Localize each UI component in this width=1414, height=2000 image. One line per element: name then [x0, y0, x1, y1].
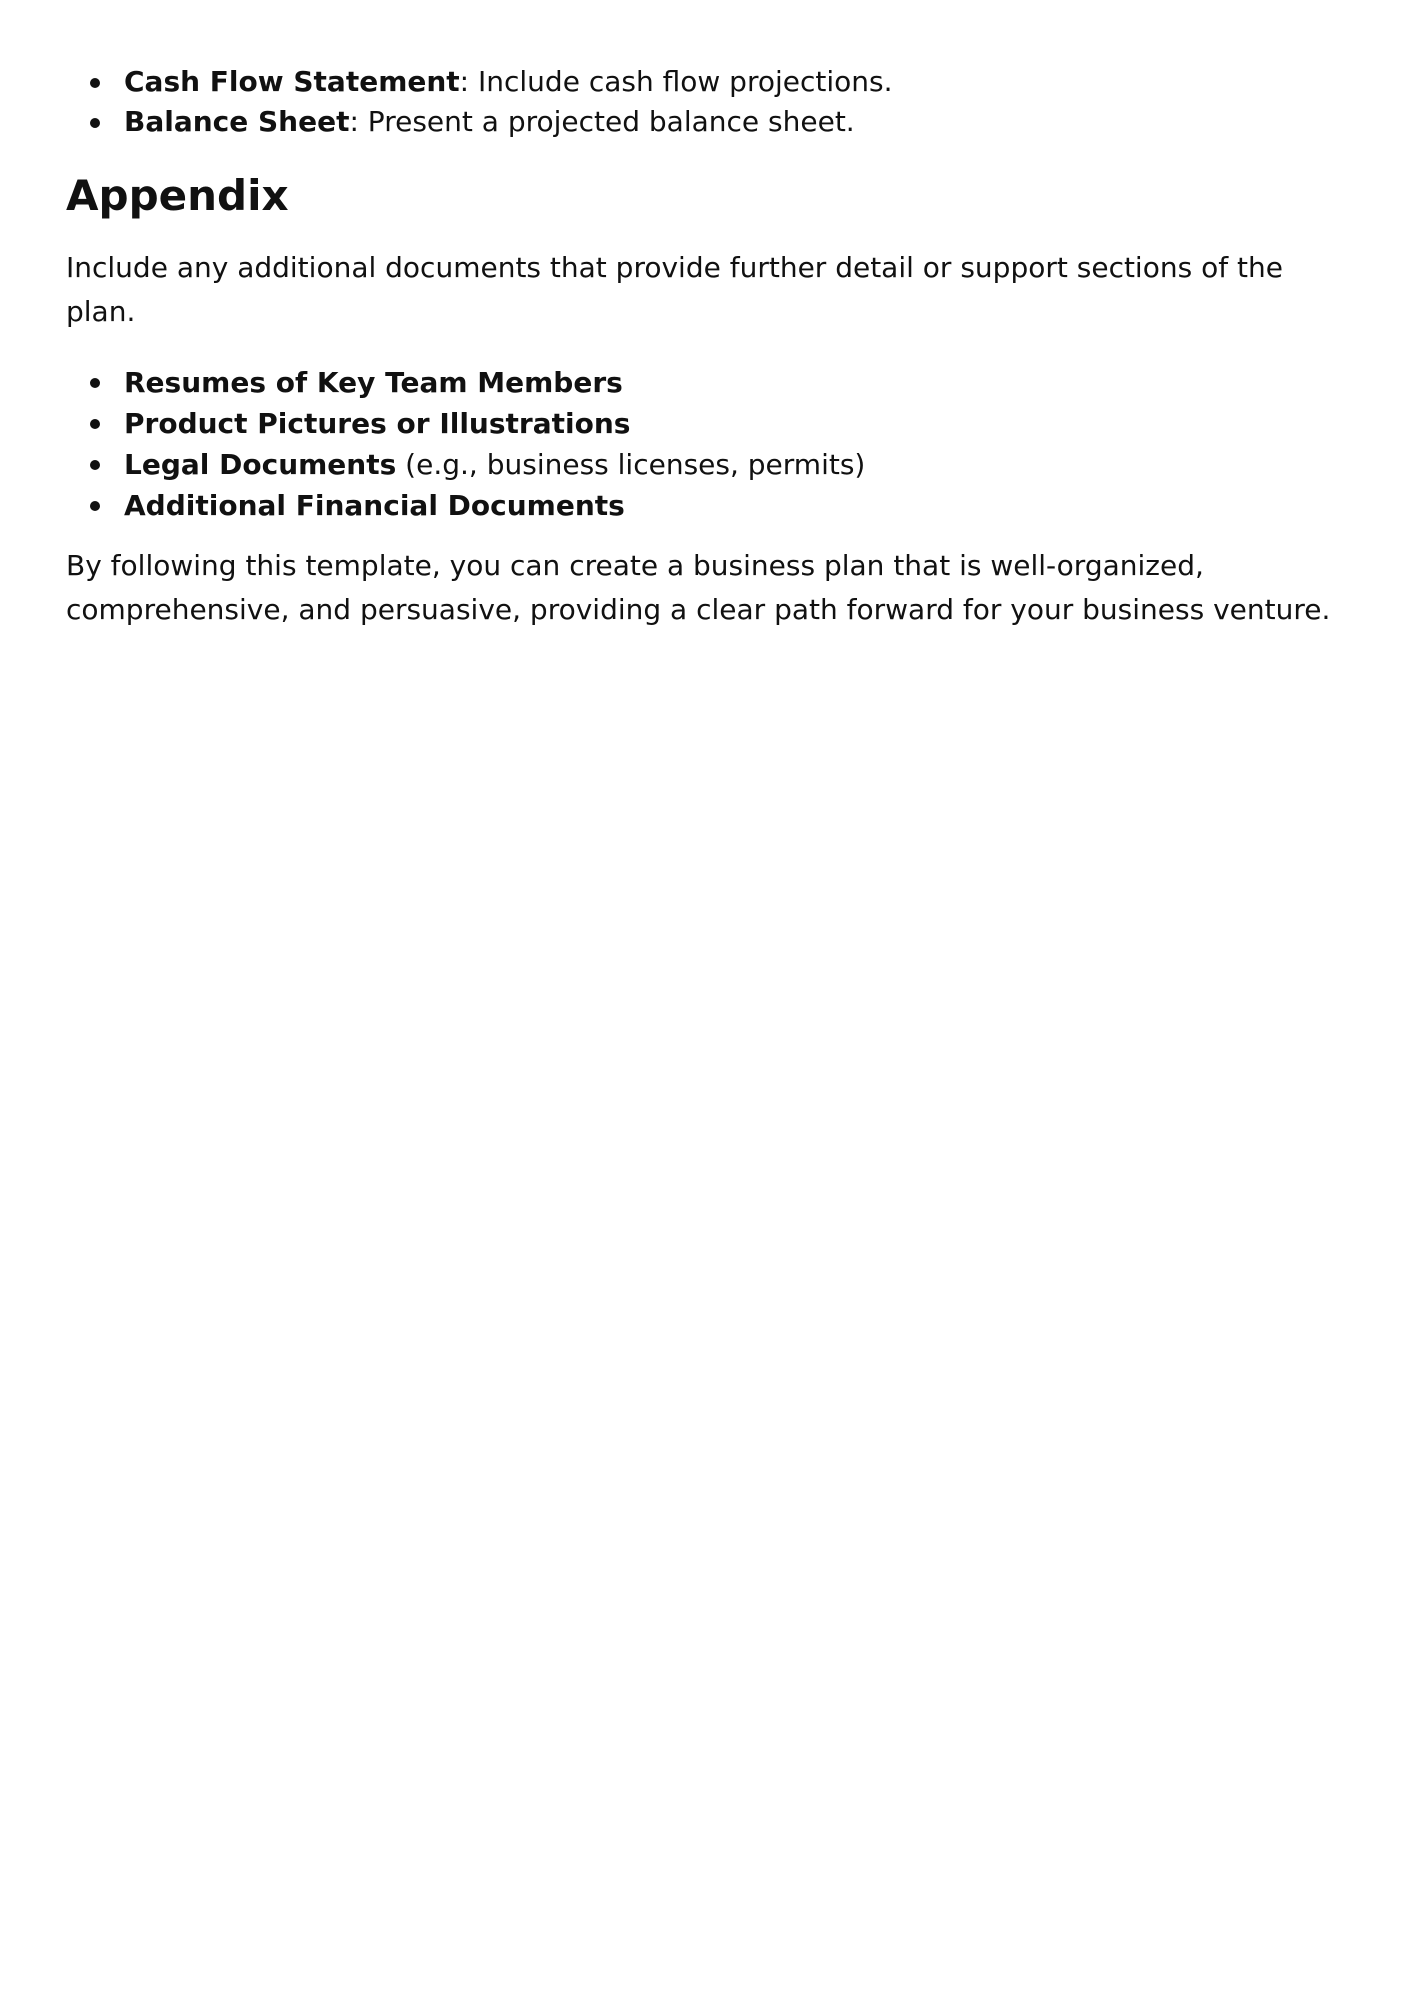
list-item-text: : Present a projected balance sheet. [349, 105, 855, 138]
financial-statements-list [66, 62, 1356, 142]
appendix-heading: Appendix [66, 171, 289, 220]
closing-paragraph: By following this template, you can create a business plan that is well-organized, comprehensive, and persuasive, providing a clear path forward for your business venture. [66, 549, 1331, 626]
list-item [66, 102, 1356, 142]
list-item [66, 362, 1356, 403]
document-page [66, 62, 1356, 632]
list-item-text: (e.g., business licenses, permits) [396, 448, 866, 481]
list-item-label: Product Pictures or Illustrations [124, 407, 631, 440]
list-item [66, 444, 1356, 485]
bullet-icon [90, 460, 100, 470]
list-item-label: Resumes of Key Team Members [124, 366, 623, 399]
appendix-intro: Include any additional documents that provide further detail or support sections of the plan. [66, 251, 1283, 328]
list-item [66, 403, 1356, 444]
list-item-label: Balance Sheet [124, 105, 350, 138]
appendix-list [66, 362, 1356, 526]
list-item-label: Additional Financial Documents [124, 489, 625, 522]
list-item-label: Legal Documents [124, 448, 397, 481]
list-item [66, 485, 1356, 526]
bullet-icon [90, 378, 100, 388]
bullet-icon [90, 501, 100, 511]
bullet-icon [90, 78, 100, 88]
bullet-icon [90, 118, 100, 128]
bullet-icon [90, 419, 100, 429]
list-item [66, 62, 1356, 102]
list-item-text: : Include cash flow projections. [459, 65, 893, 98]
list-item-label: Cash Flow Statement [124, 65, 460, 98]
